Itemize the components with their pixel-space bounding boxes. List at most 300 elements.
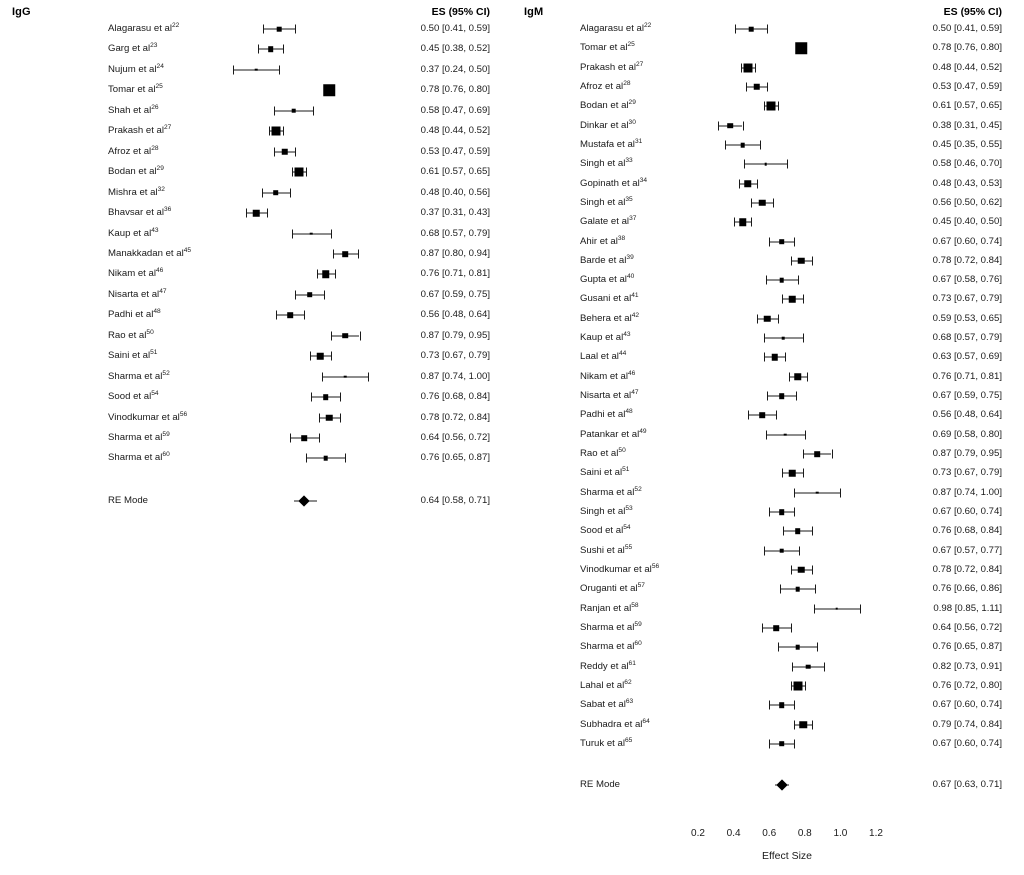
ci-cap-lower bbox=[782, 295, 783, 304]
study-label: Afroz et $al^{28}$ bbox=[580, 79, 631, 93]
axis-tick-label: 1.0 bbox=[833, 828, 848, 839]
study-reference: 29 bbox=[628, 99, 636, 107]
effect-size-marker bbox=[273, 190, 279, 196]
ci-cap-upper bbox=[755, 63, 756, 72]
study-label: Prakash et $al^{27}$ bbox=[108, 124, 172, 137]
study-label: Prakash et $al^{27}$ bbox=[580, 60, 644, 73]
study-reference: 52 bbox=[162, 369, 170, 377]
ci-cap-lower bbox=[764, 102, 765, 111]
ci-cap-upper bbox=[832, 450, 833, 459]
study-label: Sharma et $al^{59}$ bbox=[108, 431, 170, 444]
summary-label: RE Mode bbox=[580, 779, 620, 791]
es-value: 0.61 [0.57, 0.65] bbox=[932, 100, 1002, 112]
effect-size-marker bbox=[779, 239, 785, 245]
study-label: Sharma et $al^{60}$ bbox=[108, 451, 170, 464]
ci-cap-upper bbox=[360, 331, 361, 340]
effect-size-marker bbox=[323, 85, 335, 97]
study-reference: 24 bbox=[156, 62, 164, 70]
ci-cap-upper bbox=[767, 82, 768, 91]
study-reference: 23 bbox=[150, 42, 158, 50]
study-reference: 56 bbox=[179, 410, 188, 418]
es-value: 0.37 [0.24, 0.50] bbox=[420, 64, 490, 76]
es-value: 0.64 [0.56, 0.72] bbox=[420, 432, 490, 444]
ci-cap-upper bbox=[812, 256, 813, 265]
study-reference: 39 bbox=[626, 253, 634, 261]
effect-size-marker bbox=[779, 741, 785, 747]
ci-cap-lower bbox=[746, 82, 747, 91]
es-value: 0.56 [0.48, 0.64] bbox=[420, 309, 490, 321]
study-label: Barde et $al^{39}$ bbox=[580, 253, 634, 267]
effect-size-marker bbox=[268, 47, 274, 53]
es-value: 0.38 [0.31, 0.45] bbox=[932, 119, 1002, 131]
ci-cap-lower bbox=[764, 334, 765, 343]
study-label: Sood et $al^{54}$ bbox=[108, 390, 159, 403]
effect-size-marker bbox=[326, 414, 333, 421]
ci-cap-upper bbox=[812, 720, 813, 729]
study-label: Dinkar et $al^{30}$ bbox=[580, 118, 636, 131]
ci-cap-upper bbox=[799, 546, 800, 555]
effect-size-marker bbox=[779, 278, 784, 283]
ci-cap-lower bbox=[766, 430, 767, 439]
ci-cap-lower bbox=[814, 604, 815, 613]
ci-cap-lower bbox=[233, 65, 234, 74]
study-label: Saini et $al^{51}$ bbox=[108, 349, 158, 362]
es-value: 0.50 [0.41, 0.59] bbox=[932, 23, 1002, 35]
ci-cap-lower bbox=[246, 209, 247, 218]
effect-size-marker bbox=[764, 163, 767, 166]
ci-cap-upper bbox=[798, 276, 799, 285]
es-value: 0.76 [0.72, 0.80] bbox=[932, 680, 1002, 692]
ci-cap-upper bbox=[794, 508, 795, 517]
study-reference: 38 bbox=[617, 234, 626, 242]
axis-tick-label: 0.8 bbox=[797, 828, 812, 839]
ci-cap-lower bbox=[769, 701, 770, 710]
effect-size-marker bbox=[779, 702, 785, 708]
study-label: Manakkadan et $al^{45}$ bbox=[108, 246, 192, 260]
ci-cap-upper bbox=[313, 106, 314, 115]
es-value: 0.58 [0.47, 0.69] bbox=[420, 105, 490, 116]
study-label: Alagarasu et $al^{22}$ bbox=[108, 22, 180, 35]
ci-cap-upper bbox=[335, 270, 336, 279]
ci-cap-lower bbox=[310, 352, 311, 361]
effect-size-marker bbox=[277, 27, 282, 32]
study-label: Padhi et $al^{48}$ bbox=[108, 308, 161, 321]
study-label: Nisarta et $al^{47}$ bbox=[580, 389, 639, 402]
study-label: Singh et $al^{33}$ bbox=[580, 157, 633, 170]
effect-size-marker bbox=[342, 333, 348, 339]
effect-size-marker bbox=[342, 251, 348, 257]
study-label: Patankar et $al^{49}$ bbox=[580, 427, 647, 440]
es-value: 0.87 [0.79, 0.95] bbox=[932, 448, 1002, 460]
es-value: 0.59 [0.53, 0.65] bbox=[932, 313, 1002, 324]
es-value: 0.78 [0.76, 0.80] bbox=[420, 84, 490, 96]
es-value: 0.73 [0.67, 0.79] bbox=[932, 293, 1002, 305]
study-label: Garg et $al^{23}$ bbox=[108, 42, 158, 55]
study-reference: 49 bbox=[639, 427, 647, 435]
effect-size-marker bbox=[795, 645, 800, 650]
summary-diamond bbox=[776, 779, 787, 790]
ci-cap-upper bbox=[760, 140, 761, 149]
study-reference: 57 bbox=[637, 582, 645, 590]
ci-cap-upper bbox=[778, 314, 779, 323]
study-label: Sharma et $al^{52}$ bbox=[580, 485, 642, 498]
ci-cap-upper bbox=[794, 701, 795, 710]
study-reference: 37 bbox=[629, 215, 637, 223]
es-value: 0.98 [0.85, 1.11] bbox=[933, 602, 1002, 614]
study-reference: 40 bbox=[626, 273, 635, 281]
study-label: Sushi et $al^{55}$ bbox=[580, 543, 633, 556]
study-reference: 48 bbox=[625, 408, 633, 416]
effect-size-marker bbox=[784, 433, 787, 436]
study-label: Singh et $al^{53}$ bbox=[580, 505, 633, 518]
study-label: Singh et $al^{35}$ bbox=[580, 195, 633, 209]
study-label: Shah et $al^{26}$ bbox=[108, 103, 159, 116]
ci-cap-upper bbox=[358, 249, 359, 258]
study-reference: 36 bbox=[164, 206, 172, 214]
effect-size-marker bbox=[779, 548, 784, 553]
ci-cap-upper bbox=[794, 739, 795, 748]
study-reference: 28 bbox=[623, 79, 631, 87]
study-reference: 25 bbox=[627, 41, 635, 49]
ci-cap-lower bbox=[769, 739, 770, 748]
ci-cap-upper bbox=[319, 434, 320, 443]
ci-cap-lower bbox=[319, 413, 320, 422]
effect-size-marker bbox=[795, 43, 807, 55]
ci-cap-upper bbox=[860, 604, 861, 613]
study-label: Rao et $al^{50}$ bbox=[580, 447, 626, 460]
ci-cap-upper bbox=[785, 353, 786, 362]
effect-size-marker bbox=[779, 509, 785, 515]
study-label: Sharma et $al^{60}$ bbox=[580, 640, 642, 653]
study-label: Gusani et $al^{41}$ bbox=[580, 292, 639, 305]
study-reference: 59 bbox=[162, 431, 170, 439]
ci-cap-upper bbox=[824, 662, 825, 671]
es-value: 0.68 [0.57, 0.79] bbox=[420, 227, 490, 239]
ci-cap-upper bbox=[796, 392, 797, 401]
effect-size-marker bbox=[753, 84, 760, 91]
es-value: 0.87 [0.79, 0.95] bbox=[420, 329, 490, 341]
study-label: Oruganti et $al^{57}$ bbox=[580, 582, 645, 595]
study-label: Tomar et $al^{25}$ bbox=[580, 41, 635, 54]
es-value: 0.76 [0.71, 0.81] bbox=[932, 370, 1002, 382]
effect-size-marker bbox=[795, 529, 801, 535]
ci-cap-lower bbox=[791, 256, 792, 265]
ci-cap-upper bbox=[331, 229, 332, 238]
study-reference: 43 bbox=[623, 331, 631, 339]
ci-cap-upper bbox=[805, 430, 806, 439]
es-value: 0.78 [0.72, 0.84] bbox=[932, 255, 1002, 267]
study-reference: 51 bbox=[150, 349, 158, 357]
summary-es-value: 0.64 [0.58, 0.71] bbox=[420, 495, 490, 507]
study-label: Tomar et $al^{25}$ bbox=[108, 83, 163, 96]
study-reference: 61 bbox=[628, 659, 636, 667]
es-value: 0.87 [0.74, 1.00] bbox=[932, 486, 1002, 498]
effect-size-marker bbox=[782, 337, 785, 340]
es-value: 0.76 [0.68, 0.84] bbox=[420, 391, 490, 403]
ci-cap-lower bbox=[276, 311, 277, 320]
study-reference: 50 bbox=[618, 447, 626, 455]
es-value: 0.67 [0.60, 0.74] bbox=[932, 506, 1002, 518]
study-label: Sood et $al^{54}$ bbox=[580, 524, 631, 537]
effect-size-marker bbox=[766, 102, 775, 111]
ci-cap-lower bbox=[778, 643, 779, 652]
es-value: 0.58 [0.46, 0.70] bbox=[932, 158, 1002, 170]
ci-cap-lower bbox=[744, 160, 745, 169]
ci-cap-lower bbox=[783, 527, 784, 536]
es-value: 0.87 [0.80, 0.94] bbox=[420, 248, 490, 260]
es-value: 0.61 [0.57, 0.65] bbox=[420, 166, 490, 178]
ci-cap-lower bbox=[263, 25, 264, 34]
study-reference: 32 bbox=[157, 185, 165, 193]
study-reference: 45 bbox=[183, 246, 192, 254]
es-value: 0.50 [0.41, 0.59] bbox=[420, 23, 490, 35]
axis-tick-label: 1.2 bbox=[869, 828, 883, 839]
es-value: 0.45 [0.40, 0.50] bbox=[932, 216, 1002, 228]
ci-cap-upper bbox=[751, 218, 752, 227]
study-label: Padhi et $al^{48}$ bbox=[580, 408, 633, 421]
ci-cap-lower bbox=[803, 450, 804, 459]
study-label: Sharma et $al^{59}$ bbox=[580, 620, 642, 634]
effect-size-marker bbox=[727, 123, 733, 129]
ci-cap-upper bbox=[787, 160, 788, 169]
study-reference: 46 bbox=[155, 267, 164, 275]
ci-cap-lower bbox=[751, 198, 752, 207]
effect-size-marker bbox=[253, 210, 260, 217]
effect-size-marker bbox=[789, 470, 796, 477]
study-label: Subhadra et $al^{64}$ bbox=[580, 717, 650, 730]
study-label: Mustafa et $al^{31}$ bbox=[580, 137, 643, 151]
ci-cap-upper bbox=[794, 237, 795, 246]
study-label: Galate et $al^{37}$ bbox=[580, 215, 637, 228]
ci-cap-upper bbox=[807, 372, 808, 381]
es-value: 0.53 [0.47, 0.59] bbox=[420, 145, 490, 157]
effect-size-marker bbox=[317, 353, 324, 360]
ci-cap-lower bbox=[734, 218, 735, 227]
ci-cap-lower bbox=[292, 168, 293, 177]
effect-size-marker bbox=[291, 109, 296, 114]
ci-cap-lower bbox=[739, 179, 740, 188]
es-value: 0.67 [0.59, 0.75] bbox=[932, 390, 1002, 402]
ci-cap-upper bbox=[283, 45, 284, 54]
ci-cap-lower bbox=[735, 25, 736, 34]
es-value: 0.73 [0.67, 0.79] bbox=[420, 350, 490, 362]
ci-cap-upper bbox=[340, 413, 341, 422]
ci-cap-lower bbox=[767, 392, 768, 401]
study-label: Turuk et $al^{65}$ bbox=[580, 736, 633, 750]
ci-cap-lower bbox=[333, 249, 334, 258]
study-label: Kaup et $al^{43}$ bbox=[580, 331, 631, 344]
study-reference: 62 bbox=[624, 678, 632, 686]
ci-cap-lower bbox=[769, 508, 770, 517]
effect-size-marker bbox=[764, 316, 771, 323]
ci-cap-lower bbox=[258, 45, 259, 54]
study-label: Alagarasu et $al^{22}$ bbox=[580, 22, 652, 35]
ci-cap-lower bbox=[741, 63, 742, 72]
es-value: 0.67 [0.60, 0.74] bbox=[932, 235, 1002, 247]
es-value: 0.69 [0.58, 0.80] bbox=[932, 428, 1002, 440]
study-reference: 29 bbox=[156, 165, 164, 173]
es-value: 0.53 [0.47, 0.59] bbox=[932, 81, 1002, 93]
ci-cap-upper bbox=[757, 179, 758, 188]
effect-size-marker bbox=[794, 373, 802, 381]
study-reference: 46 bbox=[627, 369, 636, 377]
study-reference: 34 bbox=[639, 176, 648, 184]
ci-cap-upper bbox=[340, 393, 341, 402]
ci-cap-lower bbox=[269, 127, 270, 136]
es-value: 0.45 [0.35, 0.55] bbox=[932, 139, 1002, 151]
ci-cap-upper bbox=[324, 290, 325, 299]
ci-cap-lower bbox=[331, 331, 332, 340]
axis-tick-label: 0.6 bbox=[762, 828, 777, 839]
study-label: Ahir et $al^{38}$ bbox=[580, 234, 626, 247]
es-value: 0.76 [0.71, 0.81] bbox=[420, 268, 490, 280]
es-value: 0.76 [0.65, 0.87] bbox=[420, 452, 490, 464]
es-value: 0.45 [0.38, 0.52] bbox=[420, 43, 490, 55]
study-reference: 53 bbox=[625, 505, 633, 513]
es-value: 0.76 [0.68, 0.84] bbox=[932, 525, 1002, 537]
ci-cap-lower bbox=[794, 488, 795, 497]
ci-cap-upper bbox=[767, 25, 768, 34]
ci-cap-lower bbox=[780, 585, 781, 594]
study-label: Bhavsar et $al^{36}$ bbox=[108, 206, 172, 219]
effect-size-marker bbox=[281, 148, 288, 155]
effect-size-marker bbox=[743, 63, 752, 72]
ci-cap-lower bbox=[748, 411, 749, 420]
es-value: 0.79 [0.74, 0.84] bbox=[932, 718, 1002, 730]
study-label: Gupta et $al^{40}$ bbox=[580, 273, 635, 286]
study-reference: 47 bbox=[631, 389, 639, 397]
effect-size-marker bbox=[744, 180, 752, 188]
ci-cap-lower bbox=[290, 434, 291, 443]
es-value: 0.48 [0.44, 0.52] bbox=[932, 61, 1002, 73]
es-value: 0.76 [0.66, 0.86] bbox=[932, 583, 1002, 595]
study-label: Behera et $al^{42}$ bbox=[580, 311, 640, 324]
forest-panel-igm bbox=[512, 0, 1024, 875]
effect-size-marker bbox=[271, 127, 280, 136]
ci-cap-upper bbox=[817, 643, 818, 652]
ci-cap-lower bbox=[262, 188, 263, 197]
panel-title-igm: IgM bbox=[524, 6, 544, 18]
summary-diamond bbox=[299, 495, 310, 506]
ci-cap-lower bbox=[718, 121, 719, 130]
ci-cap-upper bbox=[295, 25, 296, 34]
es-value: 0.73 [0.67, 0.79] bbox=[932, 467, 1002, 479]
effect-size-marker bbox=[307, 292, 313, 298]
study-reference: 52 bbox=[634, 485, 642, 493]
ci-cap-lower bbox=[789, 372, 790, 381]
ci-cap-lower bbox=[791, 681, 792, 690]
ci-cap-lower bbox=[766, 276, 767, 285]
study-label: Sabat et $al^{63}$ bbox=[580, 698, 634, 711]
ci-cap-upper bbox=[295, 147, 296, 156]
effect-size-marker bbox=[798, 258, 805, 265]
study-label: Gopinath et $al^{34}$ bbox=[580, 176, 648, 189]
study-label: Bodan et $al^{29}$ bbox=[108, 165, 164, 178]
study-reference: 55 bbox=[624, 543, 633, 551]
effect-size-marker bbox=[255, 69, 258, 72]
study-label: Kaup et $al^{43}$ bbox=[108, 226, 159, 239]
effect-size-marker bbox=[793, 681, 802, 690]
es-value: 0.87 [0.74, 1.00] bbox=[420, 370, 490, 382]
study-label: Reddy et $al^{61}$ bbox=[580, 659, 636, 672]
ci-cap-upper bbox=[267, 209, 268, 218]
study-reference: 43 bbox=[151, 226, 159, 234]
study-reference: 56 bbox=[651, 562, 660, 570]
study-reference: 51 bbox=[622, 466, 630, 474]
study-label: Nisarta et $al^{47}$ bbox=[108, 287, 167, 301]
ci-cap-upper bbox=[331, 352, 332, 361]
ci-cap-lower bbox=[295, 290, 296, 299]
ci-cap-upper bbox=[803, 469, 804, 478]
study-label: Saini et $al^{51}$ bbox=[580, 466, 630, 479]
ci-cap-lower bbox=[769, 237, 770, 246]
effect-size-marker bbox=[799, 721, 807, 729]
study-reference: 22 bbox=[172, 22, 180, 30]
ci-cap-upper bbox=[279, 65, 280, 74]
study-label: Ranjan et $al^{58}$ bbox=[580, 601, 639, 614]
es-value: 0.37 [0.31, 0.43] bbox=[420, 207, 490, 219]
study-label: Vinodkumar et $al^{56}$ bbox=[580, 562, 660, 576]
study-reference: 25 bbox=[155, 83, 163, 91]
ci-cap-upper bbox=[815, 585, 816, 594]
es-value: 0.67 [0.58, 0.76] bbox=[932, 274, 1002, 286]
es-value: 0.48 [0.43, 0.53] bbox=[932, 177, 1002, 189]
study-reference: 63 bbox=[625, 698, 634, 706]
ci-cap-upper bbox=[306, 168, 307, 177]
ci-cap-lower bbox=[791, 565, 792, 574]
study-reference: 27 bbox=[164, 124, 172, 132]
study-reference: 60 bbox=[162, 451, 170, 459]
effect-size-marker bbox=[739, 218, 747, 226]
study-reference: 47 bbox=[159, 287, 167, 295]
ci-cap-lower bbox=[274, 106, 275, 115]
study-reference: 22 bbox=[644, 22, 652, 30]
effect-size-marker bbox=[322, 271, 330, 279]
study-label: Mishra et $al^{32}$ bbox=[108, 185, 165, 198]
effect-size-marker bbox=[814, 451, 820, 457]
study-reference: 42 bbox=[631, 311, 640, 319]
study-reference: 48 bbox=[153, 308, 161, 316]
study-reference: 65 bbox=[624, 736, 633, 744]
ci-cap-lower bbox=[311, 393, 312, 402]
study-reference: 54 bbox=[623, 524, 631, 532]
ci-cap-upper bbox=[803, 295, 804, 304]
study-reference: 50 bbox=[146, 328, 154, 336]
study-reference: 59 bbox=[634, 620, 642, 628]
study-reference: 33 bbox=[625, 157, 633, 165]
es-value: 0.78 [0.72, 0.84] bbox=[932, 564, 1002, 576]
study-reference: 35 bbox=[625, 195, 633, 203]
study-reference: 26 bbox=[151, 103, 159, 111]
effect-size-marker bbox=[759, 413, 765, 419]
study-reference: 54 bbox=[151, 390, 159, 398]
study-reference: 27 bbox=[636, 60, 644, 68]
ci-cap-upper bbox=[776, 411, 777, 420]
ci-cap-lower bbox=[782, 469, 783, 478]
ci-cap-upper bbox=[812, 527, 813, 536]
ci-cap-lower bbox=[322, 372, 323, 381]
axis-title: Effect Size bbox=[762, 850, 812, 862]
ci-cap-lower bbox=[317, 270, 318, 279]
study-label: Sharma et $al^{52}$ bbox=[108, 369, 170, 382]
ci-cap-lower bbox=[274, 147, 275, 156]
es-value: 0.56 [0.50, 0.62] bbox=[932, 197, 1002, 209]
study-label: Rao et $al^{50}$ bbox=[108, 328, 154, 341]
ci-cap-upper bbox=[773, 198, 774, 207]
study-label: Afroz et $al^{28}$ bbox=[108, 144, 159, 157]
ci-cap-upper bbox=[345, 454, 346, 463]
es-value: 0.78 [0.76, 0.80] bbox=[932, 42, 1002, 54]
